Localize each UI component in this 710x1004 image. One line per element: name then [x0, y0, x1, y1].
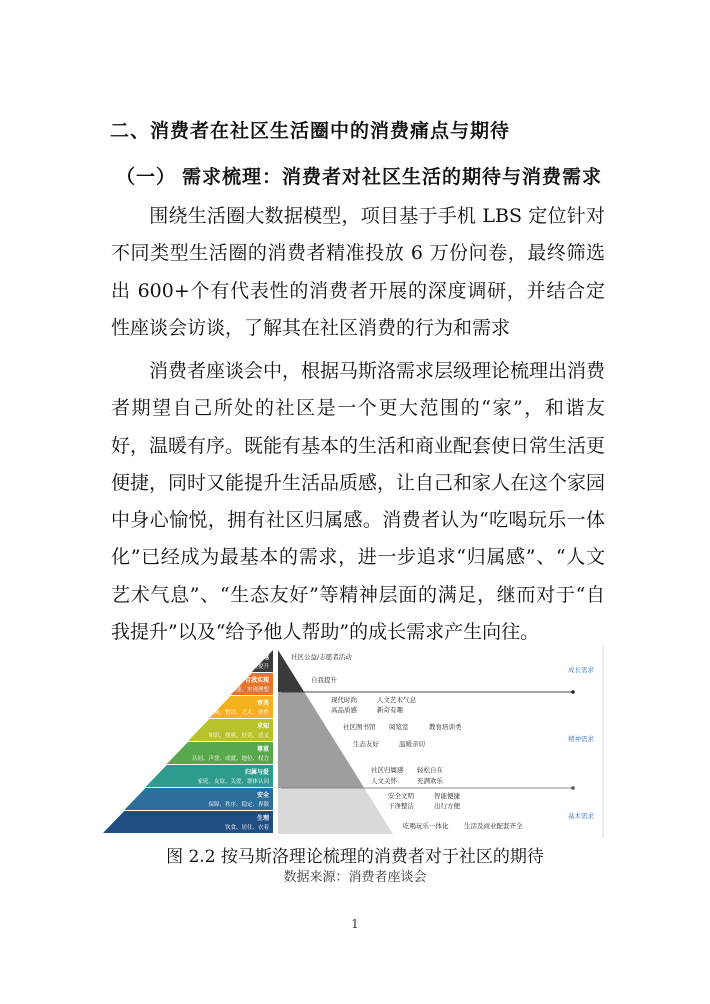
need-item: 充满欢乐 [417, 777, 443, 785]
section-heading [110, 116, 510, 143]
pyramid-level-title: 尊重 [256, 746, 269, 753]
need-item: 轻松自在 [417, 766, 443, 774]
pyramid-level-desc: 美观、整洁、艺术、创作 [208, 710, 269, 716]
need-item: 社区图书馆 [343, 723, 376, 731]
need-item: 干净整洁 [388, 802, 414, 810]
pyramid-level-desc: 家庭、友谊、关爱、群体认同 [197, 779, 269, 785]
pyramid-level-title: 归属与爱 [244, 769, 269, 776]
need-item: 温暖亲切 [399, 740, 425, 748]
figure-source: 数据来源：消费者座谈会 [283, 870, 427, 885]
maslow-figure [103, 646, 610, 838]
paragraph-2 [111, 353, 605, 651]
need-item: 现代时尚 [331, 696, 357, 704]
category-label: 成长需求 [568, 666, 594, 674]
maslow-pyramid-diagram [103, 646, 610, 838]
need-item: 社区归属感 [371, 766, 404, 774]
pyramid-level-title: 自我超越 [244, 654, 269, 661]
category-label: 精神需求 [568, 735, 594, 743]
pyramid-level-title: 生理 [256, 815, 269, 822]
section-number: 二、 [110, 120, 151, 142]
paragraph-1 [111, 198, 605, 347]
pyramid-level-desc: 饮食、居住、衣着 [224, 825, 269, 831]
need-item: 新奇有趣 [377, 706, 403, 714]
need-item: 智能便捷 [434, 792, 460, 800]
need-item: 社区公益/志愿者活动 [291, 653, 352, 661]
pyramid-level-title: 自我实现 [244, 677, 269, 684]
separator-dot [571, 786, 575, 790]
subsection-number: （一） [116, 166, 177, 188]
need-item: 生活及商业配套齐全 [464, 822, 523, 830]
category-label: 基本需求 [568, 812, 594, 820]
page-number: 1 [351, 917, 359, 931]
need-item: 生态友好 [353, 740, 379, 748]
need-zone-3 [278, 788, 393, 834]
separator-dot [571, 690, 575, 694]
need-item: 阅览室 [389, 723, 409, 731]
pyramid-level-desc: 保障、秩序、稳定、界限 [208, 802, 269, 808]
need-item: 教育培训类 [429, 723, 462, 731]
pyramid-level-title: 求知 [256, 723, 269, 730]
need-item: 吃喝玩乐一体化 [403, 822, 449, 830]
need-item: 人文艺术气息 [377, 696, 416, 704]
pyramid-level-desc: 知识、探索、好奇、意义 [208, 733, 269, 739]
need-item: 自我提升 [311, 676, 337, 684]
pyramid-level-title: 审美 [256, 700, 269, 707]
paragraph-2-text: 消费者座谈会中，根据马斯洛需求层级理论梳理出消费者期望自己所处的社区是一个更大范围的“家”，和谐友好，温暖有序。既能有基本的生活和商业配套使日常生活更便捷，同时又能提升生活品质感，让自己和家人在这个家园中身心愉悦，拥有社区归属感。消费者认为“吃喝玩乐一体化”已经成为最基本的需求，进一步追求“归属感”、“人文艺术气息”、“生态友好”等精神层面的满足，继而对于“自我提升”以及“给予他人帮助”的成长需求产生向往。 [111, 360, 606, 644]
paragraph-1-text: 围绕生活圈大数据模型，项目基于手机 LBS 定位针对不同类型生活圈的消费者精准投放 6 万份问卷，最终筛选出 600+个有代表性的消费者开展的深度调研，并结合定性座谈会访谈，了解其在社区消费的行为和需求 [111, 205, 605, 339]
figure-caption: 图 2.2 按马斯洛理论梳理的消费者对于社区的期待 [166, 847, 544, 867]
pyramid-level-desc: 发挥潜能、实现理想 [219, 687, 269, 693]
need-item: 人文关怀 [371, 777, 397, 785]
pyramid-level-title: 安全 [256, 792, 269, 799]
pyramid-level-desc: 认同、声誉、成就、地位、权力 [191, 756, 269, 762]
section-title: 消费者在社区生活圈中的消费痛点与期待 [150, 120, 511, 142]
need-item: 出行方便 [434, 802, 460, 810]
subsection-title: 需求梳理：消费者对社区生活的期待与消费需求 [182, 166, 603, 188]
pyramid-level-desc: 给予、公益、心灵提升 [213, 664, 269, 670]
need-item: 安全文明 [388, 792, 414, 800]
need-item: 高品质感 [331, 706, 357, 714]
subsection-heading [116, 162, 602, 189]
